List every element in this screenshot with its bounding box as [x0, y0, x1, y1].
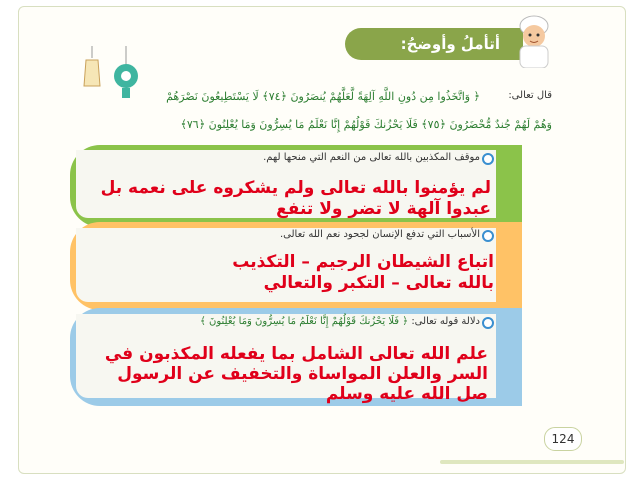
quran-verse-line-1: ﴿ وَاتَّخَذُوا مِن دُونِ اللَّهِ آلِهَةً لَّعَلَّهُمْ يُنصَرُونَ ﴿٧٤﴾ لَا يَسْتَطِيعُونَ نَصْرَهُمْ [166, 90, 480, 103]
section-3-question-verse: ﴿ فَلَا يَحْزُنكَ قَوْلُهُمْ إِنَّا نَعْلَمُ مَا يُسِرُّونَ وَمَا يُعْلِنُونَ ﴾ [199, 316, 409, 327]
footer-divider [440, 460, 624, 464]
section-1-answer: لم يؤمنوا بالله تعالى ولم يشكروه على نعمه بل عبدوا آلهة لا تضر ولا تنفع [100, 178, 491, 219]
quran-verse-line-2: وَهُمْ لَهُمْ جُندٌ مُّحْضَرُونَ ﴿٧٥﴾ فَلَا يَحْزُنكَ قَوْلُهُمْ إِنَّا نَعْلَمُ مَا يُسِرُّونَ وَمَا يُعْلِنُونَ ﴿٧٦﴾ [180, 118, 552, 131]
section-1-question: موقف المكذبين بالله تعالى من النعم التي منحها لهم. [263, 152, 480, 163]
bullet-icon [482, 230, 494, 242]
bullet-icon [482, 317, 494, 329]
header-title: أتأملُ وأوضحُ: [400, 35, 500, 53]
section-3-question [160, 316, 480, 327]
student-mascot-icon [508, 8, 560, 68]
bullet-icon [482, 153, 494, 165]
section-2-answer: اتباع الشيطان الرجيم – التكذيب بالله تعالى – التكبر والتعالي [232, 252, 494, 293]
section-2-question: الأسباب التي تدفع الإنسان لجحود نعم الله تعالى. [279, 229, 480, 240]
section-3-answer: علم الله تعالى الشامل بما يفعله المكذبون في السر والعلن المواساة والتخفيف عن الرسول صل الله عليه وسلم [104, 344, 488, 404]
lanterns-icon [78, 46, 148, 116]
page-number: 124 [544, 427, 582, 451]
verse-label: قال تعالى: [508, 90, 552, 101]
section-3-question-label: دلالة قوله تعالى: [411, 316, 480, 327]
